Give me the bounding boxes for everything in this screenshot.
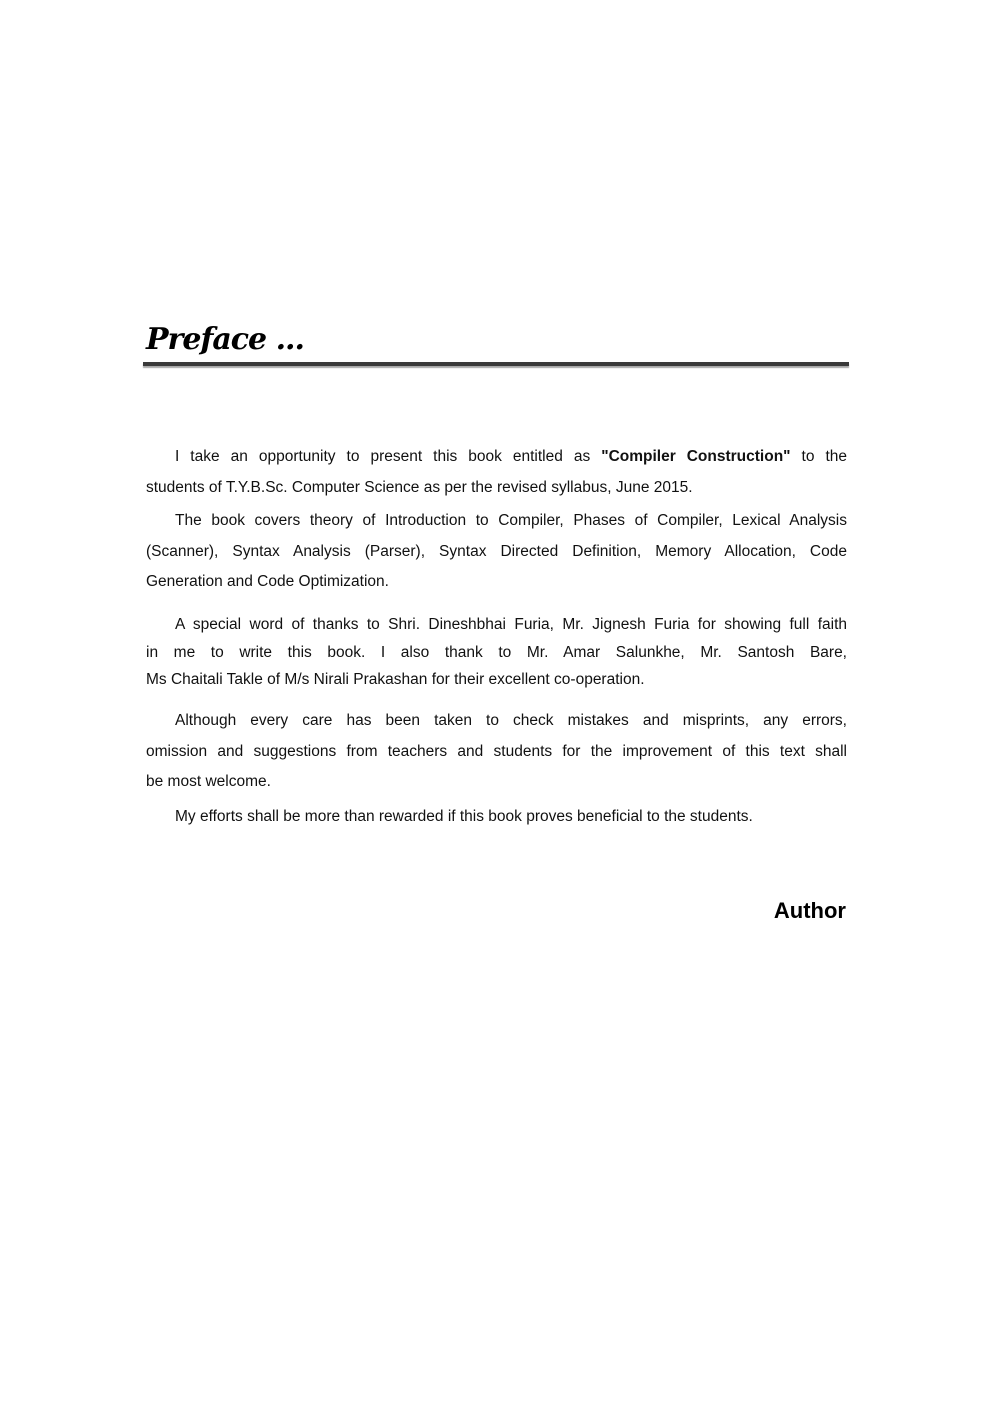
title-underline <box>143 362 849 366</box>
text-line: in me to write this book. I also thank to Mr. Amar Salunkhe, Mr. Santosh Bare, <box>146 643 847 661</box>
text-line: (Scanner), Syntax Analysis (Parser), Syntax Directed Definition, Memory Allocation, Code <box>146 542 847 560</box>
author-signature: Author <box>773 898 846 923</box>
text-line: Although every care has been taken to check mistakes and misprints, any errors, <box>175 712 847 729</box>
text-line: students of T.Y.B.Sc. Computer Science as per the revised syllabus, June 2015. <box>146 478 693 496</box>
text-line: Ms Chaitali Takle of M/s Nirali Prakashan for their excellent co-operation. <box>146 671 645 688</box>
text-line: omission and suggestions from teachers and students for the improvement of this text shall <box>146 742 847 760</box>
paragraph-errors <box>146 706 847 798</box>
paragraph-intro <box>146 442 847 503</box>
page-title: Preface ... <box>146 322 304 357</box>
paragraph-closing <box>146 802 847 832</box>
text-line: A special word of thanks to Shri. Dineshbhai Furia, Mr. Jignesh Furia for showing full faith <box>175 616 847 633</box>
text-line: I take an opportunity to present this book entitled as "Compiler Construction" to the <box>175 448 847 465</box>
paragraph-thanks <box>146 611 847 694</box>
text-line: My efforts shall be more than rewarded if this book proves beneficial to the students. <box>175 808 753 825</box>
text-line: be most welcome. <box>146 773 271 790</box>
book-title: "Compiler Construction" <box>601 448 791 465</box>
text-line: The book covers theory of Introduction to Compiler, Phases of Compiler, Lexical Analysis <box>175 512 847 529</box>
text-line: Generation and Code Optimization. <box>146 573 389 590</box>
paragraph-coverage <box>146 506 847 598</box>
